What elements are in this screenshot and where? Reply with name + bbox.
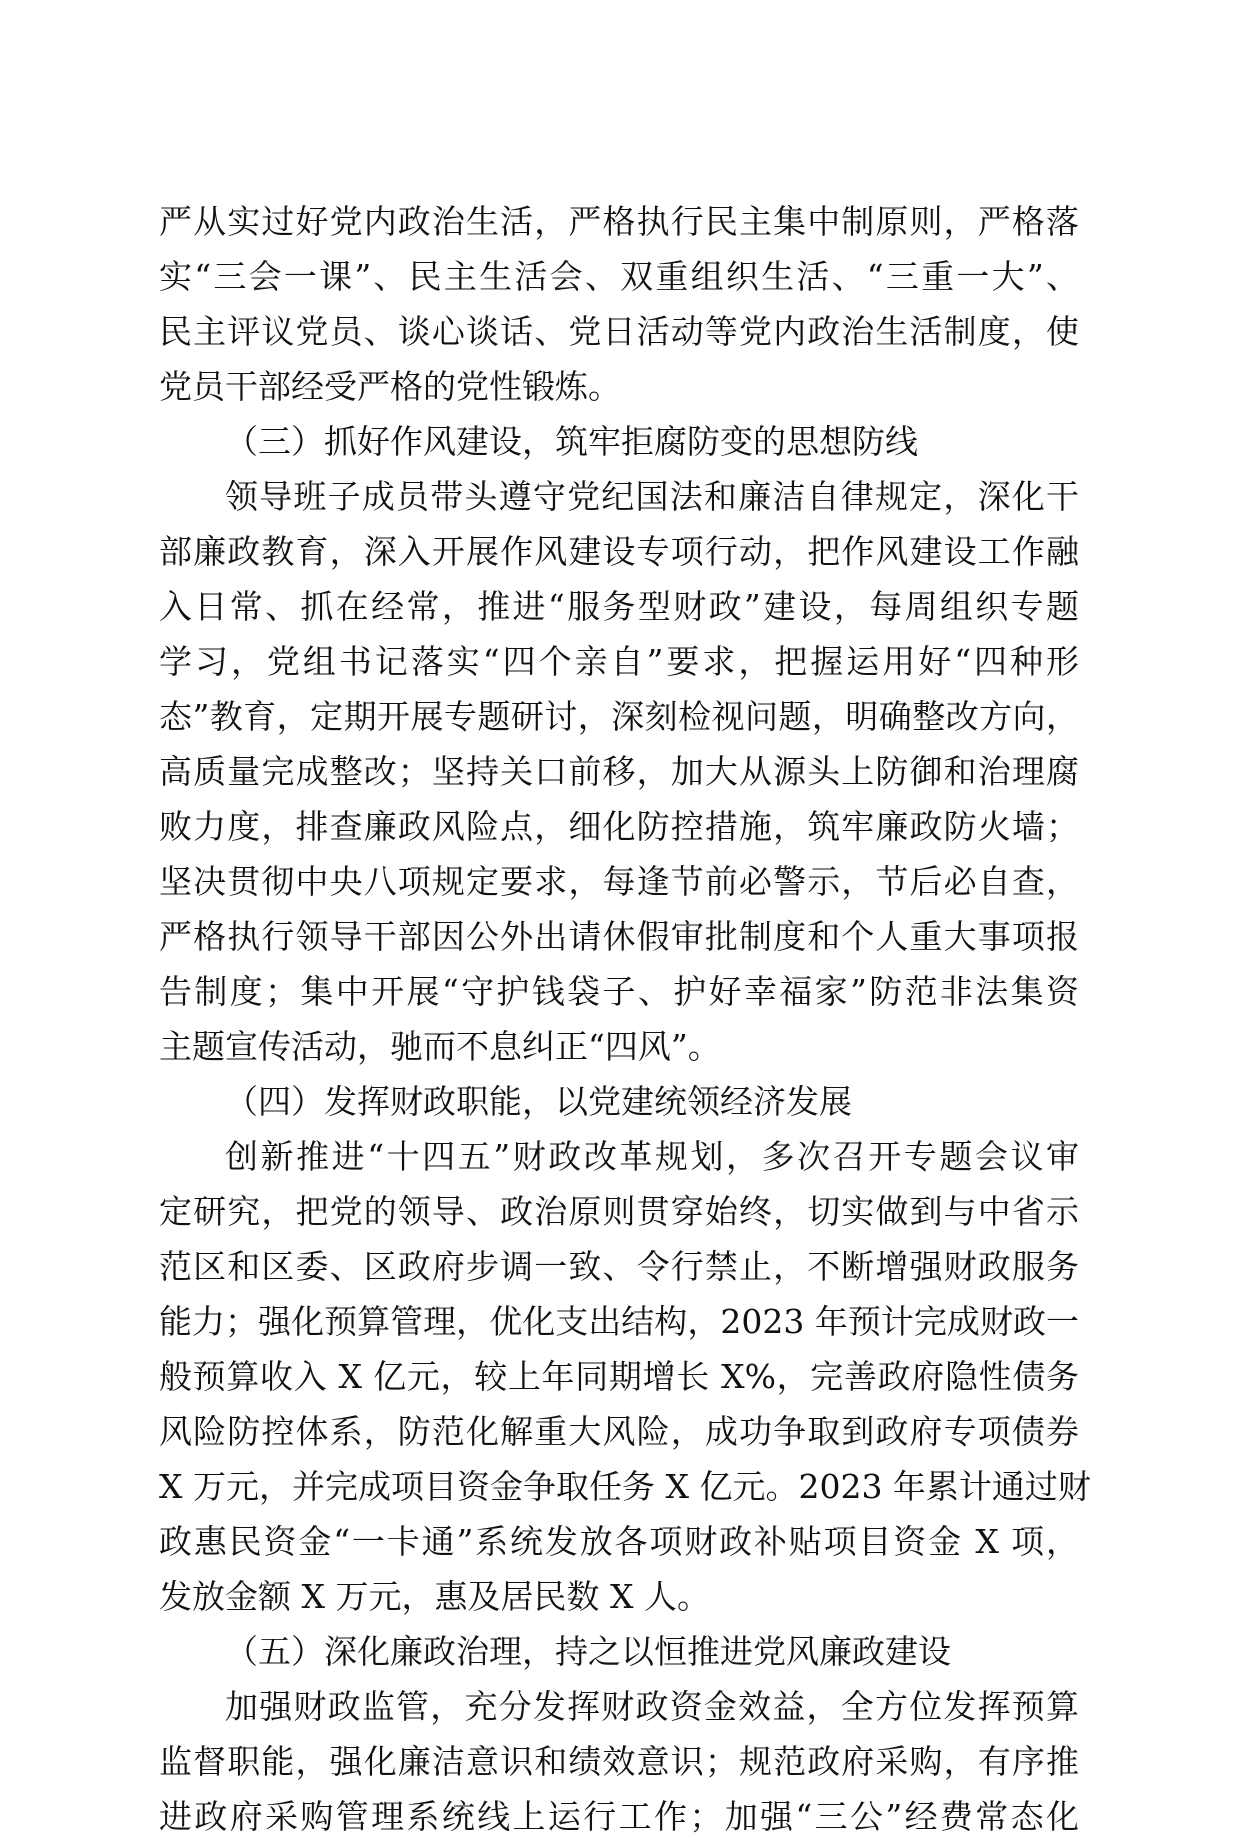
- text-line: 进政府采购管理系统线上运行工作；加强“三公”经费常态化: [159, 1797, 1079, 1836]
- text-line: 般预算收入 X 亿元，较上年同期增长 X%，完善政府隐性债务: [159, 1357, 1079, 1396]
- text-line: 能力；强化预算管理，优化支出结构，2023 年预计完成财政一: [159, 1302, 1079, 1341]
- paragraph-party-life: [159, 194, 1079, 414]
- section-heading-4: （四）发挥财政职能，以党建统领经济发展: [225, 1082, 852, 1121]
- text-line: 发放金额 X 万元，惠及居民数 X 人。: [159, 1577, 710, 1616]
- text-line: 党员干部经受严格的党性锻炼。: [159, 367, 621, 406]
- text-line: 实“三会一课”、民主生活会、双重组织生活、“三重一大”、: [159, 257, 1079, 296]
- paragraph-integrity: [159, 1679, 1079, 1844]
- text-line: 政惠民资金“一卡通”系统发放各项财政补贴项目资金 X 项，: [159, 1522, 1079, 1561]
- text-line: X 万元，并完成项目资金争取任务 X 亿元。2023 年累计通过财: [159, 1467, 1091, 1506]
- section-heading-3: （三）抓好作风建设，筑牢拒腐防变的思想防线: [225, 422, 918, 461]
- text-line: 态”教育，定期开展专题研讨，深刻检视问题，明确整改方向，: [159, 697, 1079, 736]
- text-line: 范区和区委、区政府步调一致、令行禁止，不断增强财政服务: [159, 1247, 1079, 1286]
- paragraph-fiscal-function: [159, 1129, 1091, 1624]
- text-line: 严从实过好党内政治生活，严格执行民主集中制原则，严格落: [159, 202, 1079, 241]
- text-line: 主题宣传活动，驰而不息纠正“四风”。: [159, 1027, 721, 1066]
- text-line: 风险防控体系，防范化解重大风险，成功争取到政府专项债券: [159, 1412, 1079, 1451]
- text-line: 部廉政教育，深入开展作风建设专项行动，把作风建设工作融: [159, 532, 1079, 571]
- text-line: 入日常、抓在经常，推进“服务型财政”建设，每周组织专题: [159, 587, 1079, 626]
- text-line: 学习，党组书记落实“四个亲自”要求，把握运用好“四种形: [159, 642, 1079, 681]
- text-line: 高质量完成整改；坚持关口前移，加大从源头上防御和治理腐: [159, 752, 1079, 791]
- text-line: 领导班子成员带头遵守党纪国法和廉洁自律规定，深化干: [225, 477, 1079, 516]
- text-line: 监督职能，强化廉洁意识和绩效意识；规范政府采购，有序推: [159, 1742, 1079, 1781]
- section-heading-5: （五）深化廉政治理，持之以恒推进党风廉政建设: [225, 1632, 951, 1671]
- text-line: 坚决贯彻中央八项规定要求，每逢节前必警示，节后必自查，: [159, 862, 1079, 901]
- text-line: 告制度；集中开展“守护钱袋子、护好幸福家”防范非法集资: [159, 972, 1079, 1011]
- text-line: 败力度，排查廉政风险点，细化防控措施，筑牢廉政防火墙；: [159, 807, 1079, 846]
- text-line: 严格执行领导干部因公外出请休假审批制度和个人重大事项报: [159, 917, 1079, 956]
- paragraph-work-style: [159, 469, 1079, 1074]
- text-line: 创新推进“十四五”财政改革规划，多次召开专题会议审: [225, 1137, 1079, 1176]
- text-line: 定研究，把党的领导、政治原则贯穿始终，切实做到与中省示: [159, 1192, 1079, 1231]
- document-page: [159, 194, 1091, 1844]
- text-line: 加强财政监管，充分发挥财政资金效益，全方位发挥预算: [225, 1687, 1079, 1726]
- text-line: 民主评议党员、谈心谈话、党日活动等党内政治生活制度，使: [159, 312, 1079, 351]
